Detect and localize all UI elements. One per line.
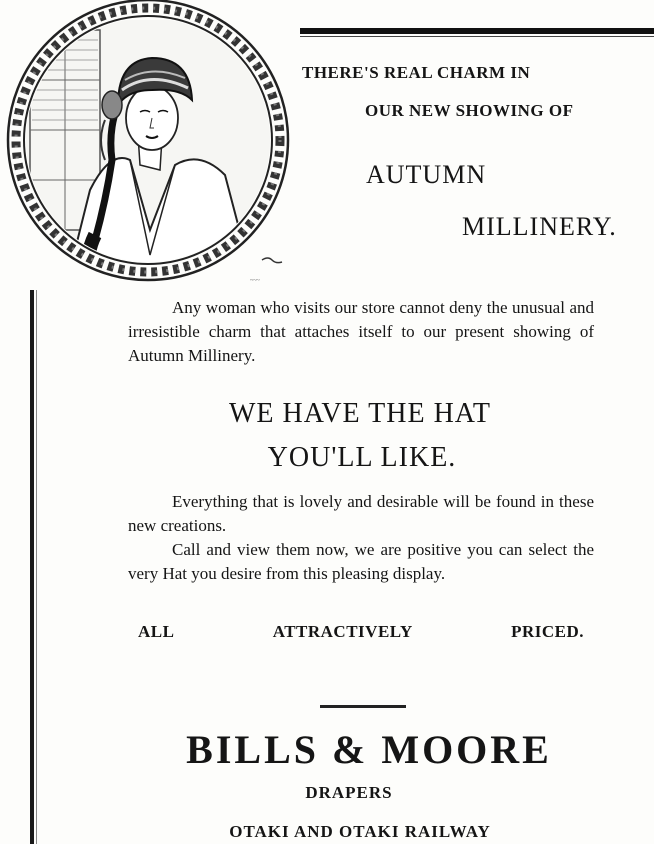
- intro-paragraph: Any woman who visits our store cannot deny the unusual and irresistible charm that attaches itself to our present showing of Autumn Millinery.: [128, 298, 594, 365]
- title-autumn: AUTUMN: [366, 160, 487, 189]
- call-paragraph: Call and view them now, we are positive you can select the very Hat you desire from this pleasing display.: [128, 540, 594, 583]
- creations-paragraph: Everything that is lovely and desirable will be found in these new creations.: [128, 492, 594, 535]
- headline-like: YOU'LL LIKE.: [267, 442, 457, 473]
- company-name: BILLS & MOORE: [186, 727, 552, 772]
- company-trade: DRAPERS: [305, 783, 393, 802]
- pricing-word-all: ALL: [138, 622, 175, 641]
- headline-charm: THERE'S REAL CHARM IN: [302, 63, 531, 82]
- woman-portrait-illustration: [0, 0, 300, 285]
- top-rule-thin: [300, 36, 654, 37]
- title-millinery: MILLINERY.: [462, 212, 617, 241]
- svg-text:~~~: ~~~: [250, 278, 260, 284]
- pricing-word-priced: PRICED.: [511, 622, 584, 641]
- divider-dash: [320, 705, 406, 708]
- company-location: OTAKI AND OTAKI RAILWAY: [229, 822, 491, 841]
- top-rule: [300, 28, 654, 34]
- headline-showing: OUR NEW SHOWING OF: [365, 101, 574, 120]
- headline-hat: WE HAVE THE HAT: [228, 398, 492, 429]
- pricing-word-attractively: ATTRACTIVELY: [272, 622, 413, 641]
- pricing-line: [138, 622, 584, 642]
